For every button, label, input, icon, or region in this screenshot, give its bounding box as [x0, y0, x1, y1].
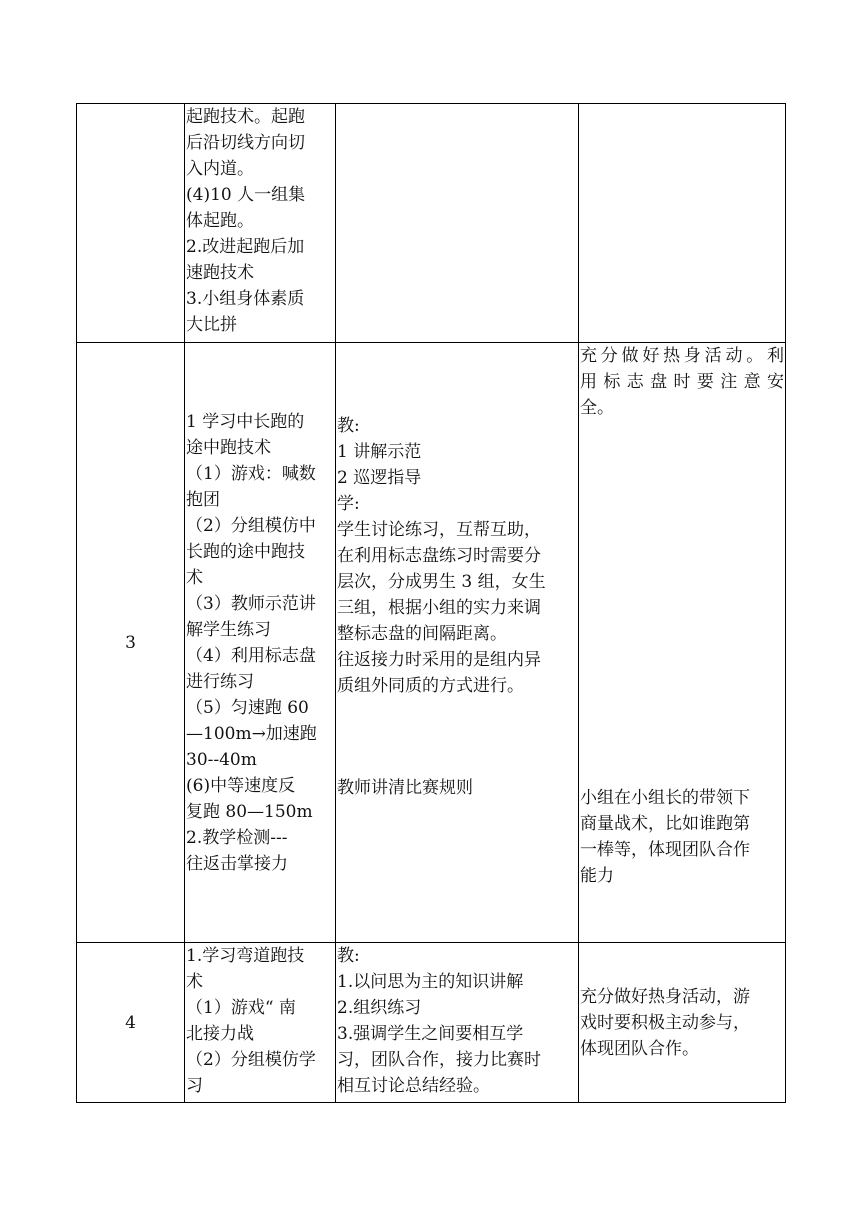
methods-line: 1.以问思为主的知识讲解	[337, 972, 524, 992]
methods-line: 3.强调学生之间要相互学	[337, 1024, 524, 1044]
content-line: 术	[186, 972, 203, 992]
row-number-cell: 4	[77, 943, 185, 1103]
methods-line: 教:	[337, 946, 360, 966]
methods-line: 教:	[337, 416, 360, 436]
notes-cell	[579, 343, 786, 943]
methods-cell	[336, 943, 579, 1103]
methods-line: 三组，根据小组的实力来调	[337, 598, 541, 618]
content-line: 2.教学检测---	[186, 827, 288, 848]
methods-line: 质组外同质的方式进行。	[337, 676, 524, 696]
content-line: （2）分组模仿中	[186, 515, 316, 536]
notes-line: 充分做好热身活动，游	[580, 986, 750, 1007]
content-line: 2.改进起跑后加	[186, 237, 305, 257]
table-row	[77, 104, 786, 343]
content-cell	[185, 104, 336, 343]
content-line: 3.小组身体素质	[186, 289, 305, 309]
methods-cell	[336, 343, 579, 943]
content-line: 复跑 80—150m	[186, 801, 313, 822]
row-number-cell	[77, 104, 185, 343]
content-line: 往返击掌接力	[186, 853, 288, 874]
content-line: 北接力战	[186, 1024, 254, 1044]
content-line: 进行练习	[186, 671, 254, 692]
content-cell	[185, 943, 336, 1103]
content-line: (6)中等速度反	[186, 775, 296, 796]
notes-line: 全。	[580, 398, 614, 418]
methods-line: 2 巡逻指导	[337, 468, 422, 488]
content-line: （2）分组模仿学	[186, 1050, 316, 1070]
content-line: 后沿切线方向切	[186, 133, 305, 153]
content-line: （1）游戏：喊数	[186, 463, 316, 484]
methods-line: 层次，分成男生 3 组，女生	[337, 572, 546, 592]
content-line: 解学生练习	[186, 619, 271, 640]
content-line: 速跑技术	[186, 263, 254, 283]
content-line: —100m→加速跑	[186, 723, 317, 744]
content-line: 术	[186, 567, 203, 588]
content-line: 1.学习弯道跑技	[186, 946, 305, 966]
content-cell	[185, 343, 336, 943]
methods-line: 习，团队合作，接力比赛时	[337, 1050, 541, 1070]
content-line: 起跑技术。起跑	[186, 107, 305, 127]
methods-line: 学:	[337, 494, 360, 514]
content-line: 入内道。	[186, 159, 254, 179]
methods-line: 相互讨论总结经验。	[337, 1076, 490, 1096]
notes-line: 用标志盘时要注意安	[580, 372, 784, 392]
content-line: 1 学习中长跑的	[186, 411, 305, 432]
content-line: （5）匀速跑 60	[186, 697, 309, 718]
row-number-cell: 3	[77, 343, 185, 943]
table-row	[77, 943, 786, 1103]
content-line: (4)10 人一组集	[186, 185, 306, 205]
content-line: 长跑的途中跑技	[186, 541, 305, 562]
lesson-plan-table	[76, 103, 786, 1103]
methods-cell	[336, 104, 579, 343]
methods-line: 往返接力时采用的是组内异	[337, 650, 541, 670]
table-row	[77, 343, 786, 943]
content-line: 大比拼	[186, 315, 237, 335]
content-line: 体起跑。	[186, 211, 254, 231]
methods-line: 整标志盘的间隔距离。	[337, 624, 507, 644]
methods-rule-line: 教师讲清比赛规则	[337, 778, 473, 798]
content-line: （3）教师示范讲	[186, 593, 316, 614]
notes-cell	[579, 104, 786, 343]
content-line: 抱团	[186, 489, 220, 510]
methods-line: 在利用标志盘练习时需要分	[337, 546, 541, 566]
content-line: （4）利用标志盘	[186, 645, 316, 666]
content-line: 30--40m	[186, 749, 257, 770]
notes-cell	[579, 943, 786, 1103]
content-line: 习	[186, 1076, 203, 1096]
methods-line: 1 讲解示范	[337, 442, 422, 462]
notes-team-line: 小组在小组长的带领下	[580, 788, 750, 808]
notes-line: 充分做好热身活动。利	[580, 346, 784, 366]
methods-line: 学生讨论练习，互帮互助，	[337, 520, 541, 540]
notes-team-line: 商量战术，比如谁跑第	[580, 814, 750, 834]
content-line: 途中跑技术	[186, 437, 271, 458]
notes-line: 体现团队合作。	[580, 1038, 699, 1059]
content-line: （1）游戏“ 南	[186, 998, 296, 1018]
notes-line: 戏时要积极主动参与，	[580, 1012, 750, 1033]
notes-team-line: 一棒等，体现团队合作	[580, 840, 750, 860]
methods-line: 2.组织练习	[337, 998, 422, 1018]
notes-team-line: 能力	[580, 866, 614, 886]
